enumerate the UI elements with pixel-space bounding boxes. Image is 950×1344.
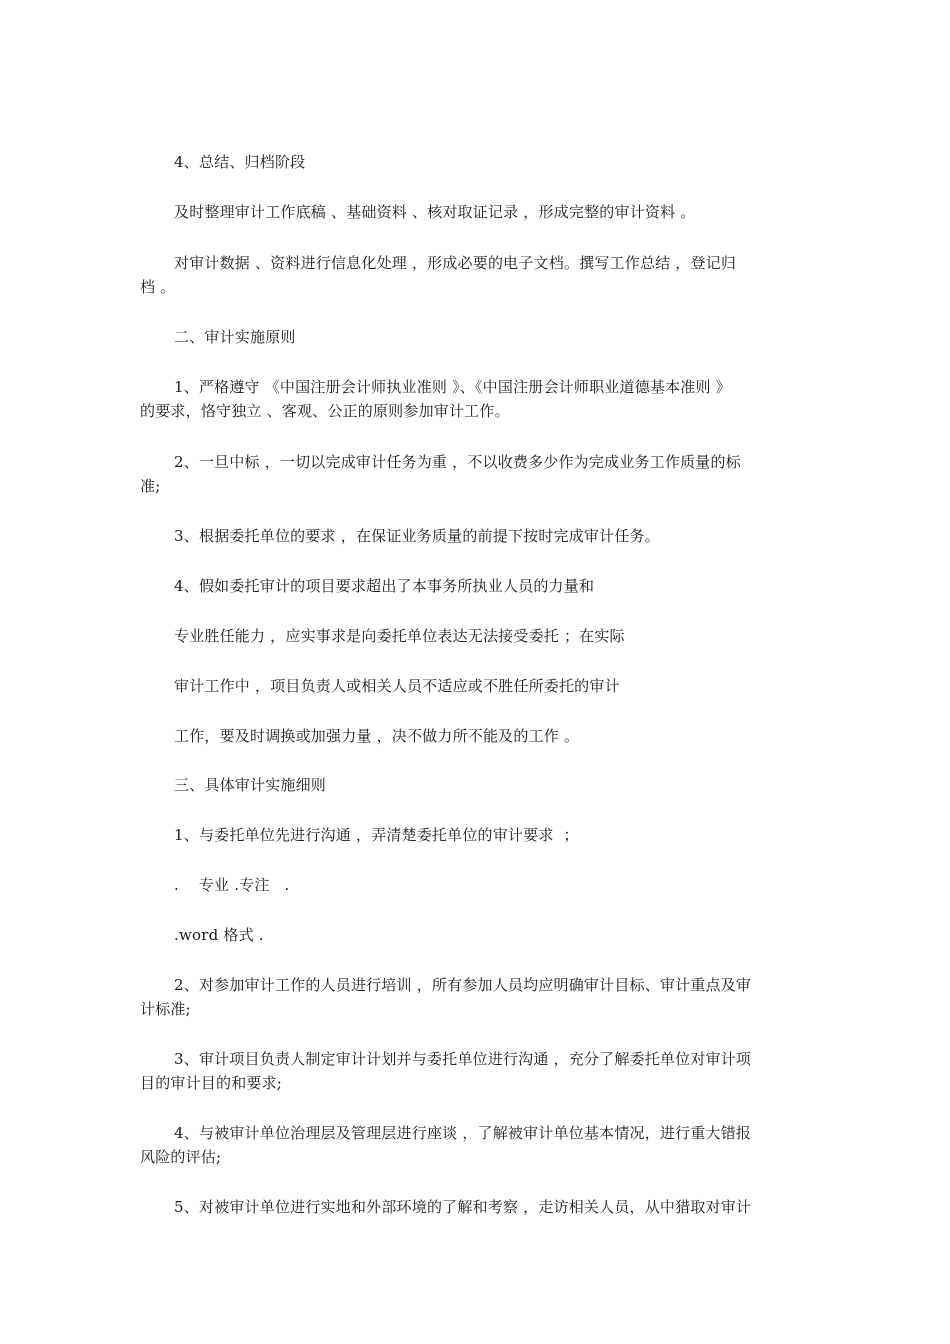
paragraph-line: 5、对被审计单位进行实地和外部环境的了解和考察 ，走访相关人员，从中猎取对审计: [174, 1198, 752, 1216]
paragraph-line: 对审计数据 、资料进行信息化处理 ，形成必要的电子文档。撰写工作总结 ，登记归: [174, 254, 737, 272]
paragraph-line: 专业胜任能力 ，应实事求是向委托单位表达无法接受委托 ；在实际: [174, 627, 625, 645]
paragraph-line: 4、与被审计单位治理层及管理层进行座谈 ，了解被审计单位基本情况，进行重大错报: [174, 1124, 752, 1142]
paragraph-line: 工作，要及时调换或加强力量 ，决不做力所不能及的工作 。: [174, 727, 580, 745]
paragraph-line: 4、假如委托审计的项目要求超出了本事务所执业人员的力量和: [174, 577, 595, 595]
watermark-line: .word 格式 .: [174, 926, 264, 944]
paragraph-line: 风险的评估;: [140, 1148, 222, 1166]
section-heading: 4、总结、归档阶段: [174, 153, 306, 171]
paragraph-line: 1、严格遵守 《中国注册会计师执业准则 》、《中国注册会计师职业道德基本准则 》: [174, 378, 731, 396]
paragraph-line: 2、一旦中标 ，一切以完成审计任务为重 ，不以收费多少作为完成业务工作质量的标: [174, 453, 741, 471]
paragraph-line: 1、与委托单位先进行沟通 ，弄清楚委托单位的审计要求 ；: [174, 826, 579, 844]
section-heading: 三、具体审计实施细则: [174, 776, 327, 794]
paragraph-line: 目的审计目的和要求;: [140, 1074, 283, 1092]
paragraph-line: 3、根据委托单位的要求 ，在保证业务质量的前提下按时完成审计任务。: [174, 527, 660, 545]
paragraph-line: 审计工作中 ，项目负责人或相关人员不适应或不胜任所委托的审计: [174, 677, 620, 695]
paragraph-line: 的要求，恪守独立 、客观、公正的原则参加审计工作。: [140, 402, 510, 420]
paragraph-line: 及时整理审计工作底稿 、基础资料 、核对取证记录 ，形成完整的审计资料 。: [174, 203, 696, 221]
paragraph-line: 2、对参加审计工作的人员进行培训 ，所有参加人员均应明确审计目标、审计重点及审: [174, 976, 752, 994]
paragraph-line: 计标准;: [140, 1000, 191, 1018]
paragraph-line: 档 。: [140, 278, 176, 296]
paragraph-line: 准;: [140, 477, 161, 495]
section-heading: 二、审计实施原则: [174, 328, 296, 346]
watermark-line: . 专业 .专注 .: [174, 876, 290, 894]
paragraph-line: 3、审计项目负责人制定审计计划并与委托单位进行沟通 ，充分了解委托单位对审计项: [174, 1050, 752, 1068]
